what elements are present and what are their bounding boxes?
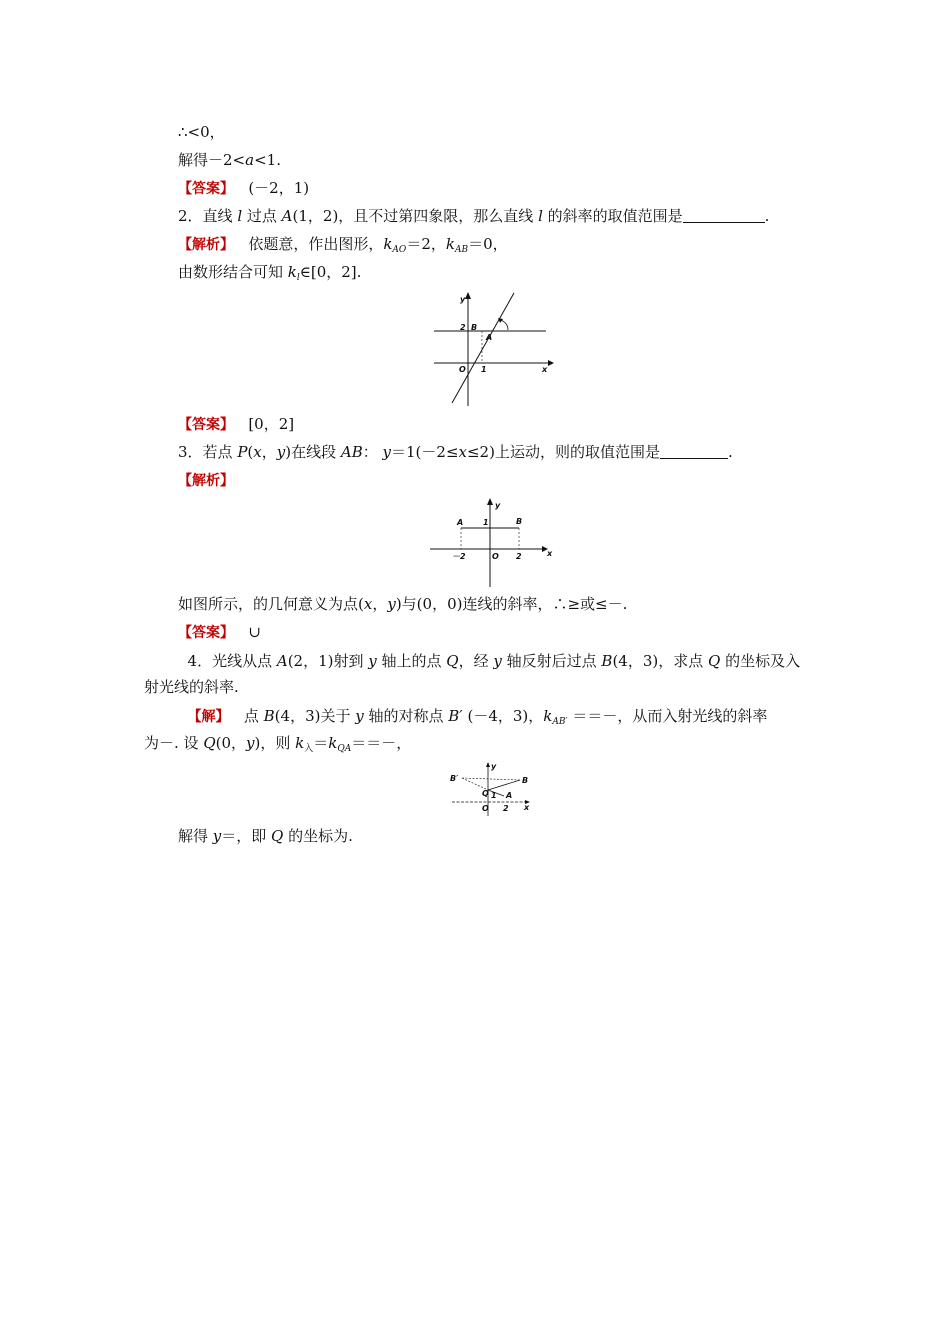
point-label-A: A (506, 791, 513, 800)
analysis-tag: 【解析】 (178, 473, 234, 489)
answer-tag: 【答案】 (178, 625, 234, 641)
answer-line: 【答案】 [0，2] (178, 415, 295, 433)
point-label-A: A (486, 333, 493, 342)
text-line: 解得－2<a<1. (178, 151, 281, 169)
tick-label: 1 (481, 365, 487, 374)
solution-line-cont: 为－. 设 Q(0，y)，则 $k_入=k_{QA}==-$， (144, 734, 412, 754)
origin-label: O (492, 552, 499, 561)
axis-label-x: x (547, 549, 553, 558)
axis-label-y: y (491, 762, 497, 771)
text-line: 如图所示，的几何意义为点(x，y)与(0，0)连线的斜率，∴≥或≤－. (178, 595, 628, 613)
tick-label: 1 (491, 791, 497, 800)
origin-label: O (482, 804, 489, 813)
solution-tag: 【解】 (187, 709, 230, 725)
figure-2 (428, 496, 556, 588)
solution-line: 【解】 点 B(4，3)关于 y 轴的对称点 B′ (－4，3)，$k_{AB'}$ ＝＝－，从而入射光线的斜率 (187, 707, 768, 727)
point-label-A: A (457, 518, 464, 527)
question-4-cont: 射光线的斜率. (144, 678, 239, 696)
axis-label-y: y (495, 501, 501, 510)
tick-label: 2 (460, 323, 466, 332)
point-label-Q: Q (482, 789, 489, 798)
answer-line: 【答案】 ∪ (178, 623, 261, 641)
figure-3 (448, 760, 532, 818)
question-4: 4．光线从点 A(2，1)射到 y 轴上的点 Q，经 y 轴反射后过点 B(4，3)，求点 Q 的坐标及入 (187, 652, 801, 670)
axis-label-y: y (460, 295, 466, 304)
text-line: 由数形结合可知 $k_l\in[0$，2]. (178, 263, 362, 283)
tick-label: －2 (452, 552, 466, 561)
tick-label: 1 (483, 518, 489, 527)
origin-label: O (459, 365, 466, 374)
analysis-line (178, 470, 234, 491)
answer-line: 【答案】 (－2，1) (178, 179, 310, 197)
question-3: 3．若点 P(x，y)在线段 AB： y＝1(－2≤x≤2)上运动，则的取值范围是 . (178, 443, 733, 461)
answer-tag: 【答案】 (178, 181, 234, 197)
analysis-tag: 【解析】 (178, 237, 234, 253)
text-line: ∴<0， (178, 123, 225, 141)
point-label-B: B (522, 776, 529, 785)
tick-label: 2 (503, 804, 509, 813)
point-label-B: B (516, 517, 523, 526)
figure-1 (430, 290, 555, 408)
axis-label-x: x (542, 365, 548, 374)
analysis-line: 【解析】 依题意，作出图形，$k_{AO}=2$，$k_{AB}=0$， (178, 235, 508, 255)
point-label-Bp: B′ (450, 774, 459, 783)
axis-label-x: x (524, 803, 530, 812)
text-line: 解得 y＝，即 Q 的坐标为. (178, 827, 353, 845)
answer-tag: 【答案】 (178, 417, 234, 433)
point-label-B: B (471, 323, 478, 332)
question-2: 2．直线 l 过点 A(1，2)，且不过第四象限，那么直线 l 的斜率的取值范围是 . (178, 207, 770, 225)
tick-label: 2 (516, 552, 522, 561)
